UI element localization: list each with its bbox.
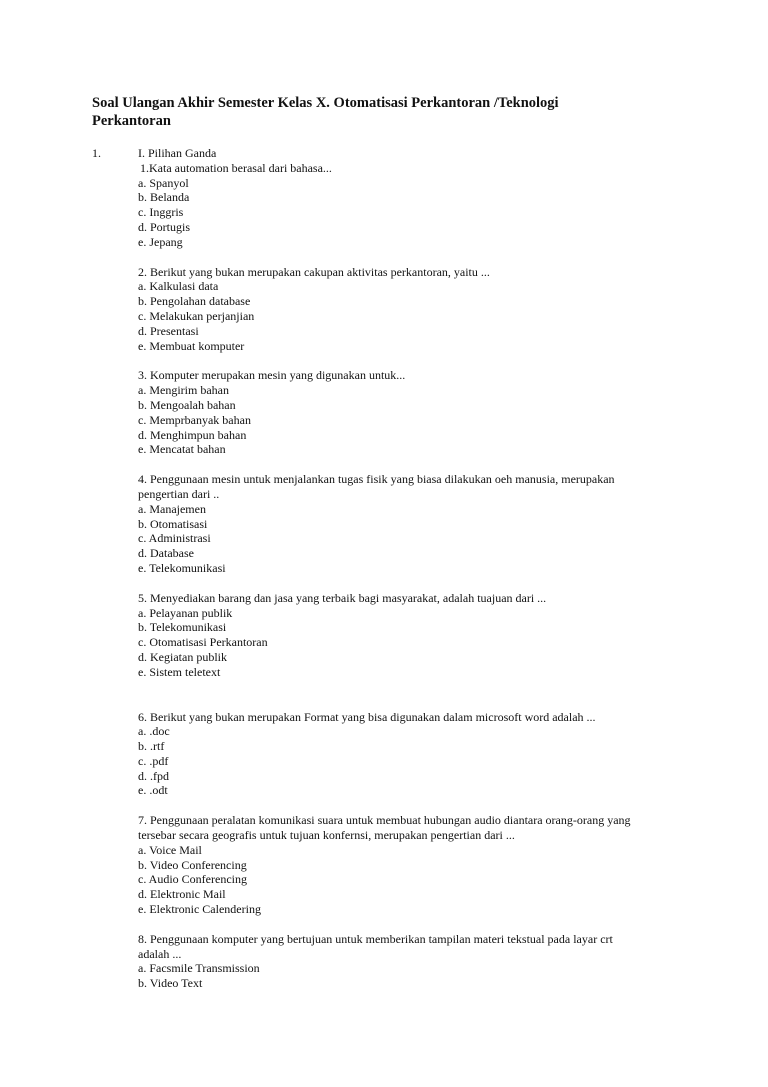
option-b: b. Belanda <box>138 190 190 205</box>
option-c: c. Melakukan perjanjian <box>138 308 255 323</box>
option-a: a. Mengirim bahan <box>138 383 229 398</box>
question-text: 6. Berikut yang bukan merupakan Format yang bisa digunakan dalam microsoft word adalah ... <box>138 709 596 724</box>
option-a: a. Pelayanan publik <box>138 605 233 620</box>
option-d: d. Portugis <box>138 219 191 234</box>
question-7 <box>138 813 698 917</box>
option-c: c. Audio Conferencing <box>138 872 247 887</box>
option-b: b. .rtf <box>138 739 165 754</box>
question-5 <box>138 591 698 680</box>
option-c: c. Memprbanyak bahan <box>138 412 251 427</box>
option-e: e. Membuat komputer <box>138 338 245 353</box>
question-1 <box>138 161 698 250</box>
option-b: b. Mengoalah bahan <box>138 397 236 412</box>
question-3 <box>138 368 698 457</box>
option-a: a. Voice Mail <box>138 842 202 857</box>
title-line-2: Perkantoran <box>92 113 171 129</box>
question-text: 3. Komputer merupakan mesin yang digunakan untuk... <box>138 368 406 383</box>
question-list <box>138 146 698 991</box>
question-text-continued: adalah ... <box>138 946 182 961</box>
option-d: d. Presentasi <box>138 323 199 338</box>
option-a: a. .doc <box>138 724 170 739</box>
option-e: e. Elektronic Calendering <box>138 902 261 917</box>
question-text: 8. Penggunaan komputer yang bertujuan untuk memberikan tampilan materi tekstual pada layar crt <box>138 931 613 946</box>
option-a: a. Kalkulasi data <box>138 279 219 294</box>
option-a: a. Facsmile Transmission <box>138 961 260 976</box>
option-c: c. Inggris <box>138 205 184 220</box>
option-a: a. Spanyol <box>138 175 189 190</box>
option-a: a. Manajemen <box>138 501 206 516</box>
option-b: b. Telekomunikasi <box>138 620 227 635</box>
option-c: c. Administrasi <box>138 531 211 546</box>
option-e: e. Mencatat bahan <box>138 442 226 457</box>
option-d: d. Kegiatan publik <box>138 649 227 664</box>
section-heading: I. Pilihan Ganda <box>138 146 217 160</box>
option-c: c. .pdf <box>138 753 169 768</box>
question-2 <box>138 265 698 354</box>
option-d: d. .fpd <box>138 768 169 783</box>
question-text: 4. Penggunaan mesin untuk menjalankan tugas fisik yang biasa dilakukan oeh manusia, merupakan <box>138 472 615 487</box>
option-b: b. Otomatisasi <box>138 516 208 531</box>
option-c: c. Otomatisasi Perkantoran <box>138 635 268 650</box>
question-text: 2. Berikut yang bukan merupakan cakupan aktivitas perkantoran, yaitu ... <box>138 264 490 279</box>
option-e: e. Telekomunikasi <box>138 560 226 575</box>
question-text: 7. Penggunaan peralatan komunikasi suara untuk membuat hubungan audio diantara orang-orang yang <box>138 813 631 828</box>
title-line-1: Soal Ulangan Akhir Semester Kelas X. Otomatisasi Perkantoran /Teknologi <box>92 95 559 111</box>
question-6 <box>138 710 698 799</box>
option-e: e. Sistem teletext <box>138 664 221 679</box>
question-text-continued: tersebar secara geografis untuk tujuan konfernsi, merupakan pengertian dari ... <box>138 828 515 843</box>
option-e: e. Jepang <box>138 234 183 249</box>
option-d: d. Database <box>138 546 194 561</box>
option-e: e. .odt <box>138 783 168 798</box>
option-b: b. Pengolahan database <box>138 294 251 309</box>
question-text-continued: pengertian dari .. <box>138 486 220 501</box>
question-4 <box>138 472 698 576</box>
option-b: b. Video Conferencing <box>138 857 247 872</box>
question-text: 1.Kata automation berasal dari bahasa... <box>140 160 332 175</box>
option-b: b. Video Text <box>138 976 203 991</box>
question-text: 5. Menyediakan barang dan jasa yang terbaik bagi masyarakat, adalah tuajuan dari ... <box>138 590 547 605</box>
document-title <box>92 94 692 130</box>
item-number: 1. <box>92 146 101 160</box>
option-d: d. Menghimpun bahan <box>138 427 247 442</box>
option-d: d. Elektronic Mail <box>138 887 226 902</box>
question-8 <box>138 932 698 991</box>
